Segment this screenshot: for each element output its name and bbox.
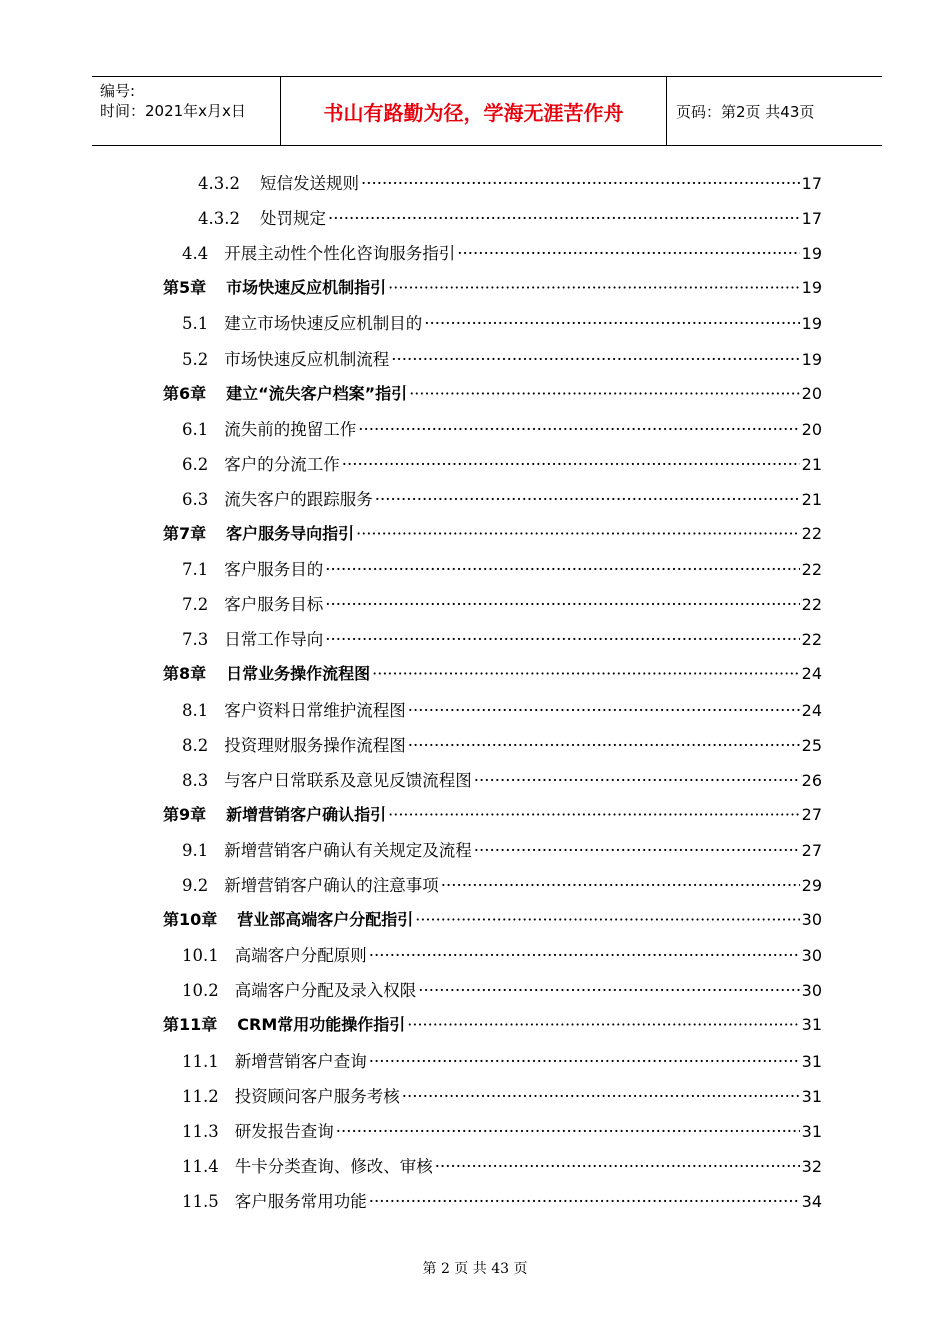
toc-number: 6.2 <box>182 454 209 474</box>
toc-number: 第8章 <box>163 664 207 684</box>
toc-number: 11.1 <box>182 1051 219 1071</box>
toc-leader-dots <box>441 876 800 895</box>
toc-section-row[interactable] <box>198 205 822 240</box>
toc-number: 11.3 <box>182 1121 219 1141</box>
toc-leader-dots <box>325 560 799 579</box>
toc-leader-dots <box>358 420 799 439</box>
toc-title: 建立“流失客户档案”指引 <box>226 383 408 403</box>
toc-page-number: 24 <box>801 664 822 684</box>
toc-leader-dots <box>369 1052 800 1071</box>
page-header <box>92 76 882 146</box>
toc-leader-dots <box>457 244 799 263</box>
toc-leader-dots <box>409 384 799 403</box>
toc-page-number: 21 <box>801 454 822 474</box>
toc-title: 市场快速反应机制流程 <box>224 349 390 369</box>
toc-page-number: 19 <box>801 314 822 334</box>
toc-number: 7.2 <box>182 595 209 615</box>
toc-page-number: 31 <box>801 1121 822 1141</box>
toc-leader-dots <box>402 1087 800 1106</box>
toc-title: 日常业务操作流程图 <box>226 664 371 684</box>
toc-page-number: 19 <box>801 349 822 369</box>
toc-leader-dots <box>407 1015 799 1034</box>
toc-title: 建立市场快速反应机制目的 <box>224 314 423 334</box>
toc-number: 8.1 <box>182 700 209 720</box>
toc-number: 5.1 <box>182 314 209 334</box>
toc-title: 市场快速反应机制指引 <box>226 278 387 298</box>
toc-number: 4.3.2 <box>198 209 240 229</box>
toc-page-number: 29 <box>801 876 822 895</box>
toc-title: 客户的分流工作 <box>224 454 340 474</box>
toc-section-row[interactable] <box>182 837 822 872</box>
toc-leader-dots <box>408 701 800 720</box>
toc-chapter-row[interactable] <box>163 907 822 942</box>
toc-page-number: 21 <box>801 489 822 509</box>
toc-leader-dots <box>325 595 799 614</box>
toc-page-number: 32 <box>801 1156 822 1176</box>
toc-page-number: 31 <box>801 1051 822 1071</box>
toc-leader-dots <box>325 630 799 649</box>
toc-title: 客户服务常用功能 <box>234 1191 367 1211</box>
toc-number: 10.2 <box>182 981 219 1001</box>
toc-number: 第6章 <box>163 383 207 403</box>
toc-leader-dots <box>388 805 799 824</box>
toc-section-row[interactable] <box>182 1153 822 1188</box>
toc-page-number: 31 <box>801 1015 822 1035</box>
toc-section-row[interactable] <box>182 1048 822 1083</box>
toc-section-row[interactable] <box>182 240 822 275</box>
toc-leader-dots <box>408 736 800 755</box>
toc-number: 8.2 <box>182 735 209 755</box>
toc-title: 投资顾问客户服务考核 <box>234 1086 400 1106</box>
toc-page-number: 17 <box>801 209 822 229</box>
toc-leader-dots <box>375 490 800 509</box>
toc-leader-dots <box>418 981 799 1000</box>
toc-number: 第7章 <box>163 524 207 543</box>
toc-number: 11.4 <box>182 1156 219 1176</box>
toc-leader-dots <box>415 910 799 929</box>
toc-title: 新增营销客户确认指引 <box>226 804 387 824</box>
toc-title: 客户资料日常维护流程图 <box>224 700 406 720</box>
toc-section-row[interactable] <box>182 1118 822 1153</box>
toc-section-row[interactable] <box>182 451 822 486</box>
time-label: 时间：2021年x月x日 <box>100 102 246 120</box>
toc-page-number: 20 <box>801 419 822 439</box>
toc-title: 牛卡分类查询、修改、审核 <box>234 1156 433 1176</box>
toc-page-number: 19 <box>801 244 822 264</box>
toc-page-number: 30 <box>801 946 822 966</box>
toc-page-number: 22 <box>801 524 822 543</box>
toc-title: 研发报告查询 <box>234 1121 334 1141</box>
toc-section-row[interactable] <box>182 486 822 521</box>
toc-section-row[interactable] <box>182 872 822 907</box>
toc-title: 新增营销客户确认有关规定及流程 <box>224 840 472 860</box>
toc-leader-dots <box>369 1192 800 1211</box>
toc-number: 11.2 <box>182 1086 219 1106</box>
toc-leader-dots <box>391 350 799 369</box>
toc-section-row[interactable] <box>182 416 822 451</box>
header-meta <box>100 81 246 121</box>
toc-number: 4.3.2 <box>198 174 240 193</box>
toc-number: 4.4 <box>182 244 209 264</box>
toc-leader-dots <box>342 455 800 474</box>
toc-leader-dots <box>369 946 800 965</box>
toc-section-row[interactable] <box>182 1188 822 1223</box>
toc-leader-dots <box>361 174 800 193</box>
toc-chapter-row[interactable] <box>163 521 822 556</box>
toc-section-row[interactable] <box>182 310 822 345</box>
toc-number: 7.3 <box>182 630 209 650</box>
code-label: 编号: <box>100 82 136 100</box>
toc-section-row[interactable] <box>182 591 822 626</box>
toc-leader-dots <box>474 771 800 790</box>
toc-title: 流失客户的跟踪服务 <box>224 489 373 509</box>
toc-page-number: 26 <box>801 770 822 790</box>
toc-section-row[interactable] <box>182 556 822 591</box>
toc-section-row[interactable] <box>182 732 822 767</box>
toc-title: 新增营销客户确认的注意事项 <box>224 876 439 895</box>
page-footer: 第 2 页 共 43 页 <box>422 1261 528 1277</box>
toc-number: 第10章 <box>163 910 218 930</box>
toc-page-number: 34 <box>801 1191 822 1211</box>
toc-number: 6.3 <box>182 489 209 509</box>
toc-title: 日常工作导向 <box>224 630 324 650</box>
toc-title: 营业部高端客户分配指引 <box>237 910 414 930</box>
toc-section-row[interactable] <box>182 626 822 661</box>
toc-title: 短信发送规则 <box>259 174 359 193</box>
toc-section-row[interactable] <box>198 170 822 205</box>
toc-page-number: 24 <box>801 700 822 720</box>
toc-title: 客户服务目标 <box>224 595 324 615</box>
toc-chapter-row[interactable] <box>163 381 822 416</box>
toc-section-row[interactable] <box>182 697 822 732</box>
toc-title: 投资理财服务操作流程图 <box>224 735 406 755</box>
toc-page-number: 22 <box>801 630 822 650</box>
toc-title: 高端客户分配及录入权限 <box>234 981 417 1001</box>
toc-page-number: 31 <box>801 1086 822 1106</box>
header-motto: 书山有路勤为径，学海无涯苦作舟 <box>323 100 624 125</box>
toc-leader-dots <box>372 664 799 683</box>
toc-title: 新增营销客户查询 <box>234 1051 367 1071</box>
toc-section-row[interactable] <box>182 767 822 802</box>
toc-title: 客户服务目的 <box>224 560 324 580</box>
toc-page-number: 22 <box>801 595 822 615</box>
toc-number: 第5章 <box>163 278 207 298</box>
toc-number: 11.5 <box>182 1191 219 1211</box>
toc-leader-dots <box>435 1157 800 1176</box>
toc-section-row[interactable] <box>182 346 822 381</box>
toc-number: 第9章 <box>163 804 207 824</box>
toc-page-number: 17 <box>801 174 822 193</box>
toc-page-number: 27 <box>801 840 822 860</box>
toc-chapter-row[interactable] <box>163 275 822 310</box>
toc-number: 第11章 <box>163 1015 218 1035</box>
toc-chapter-row[interactable] <box>163 661 822 696</box>
toc-title: 客户服务导向指引 <box>226 524 355 543</box>
toc-number: 8.3 <box>182 770 209 790</box>
toc-leader-dots <box>336 1122 800 1141</box>
toc-title: 处罚规定 <box>259 209 326 229</box>
toc-section-row[interactable] <box>182 1083 822 1118</box>
toc-leader-dots <box>328 209 800 228</box>
toc-title: 高端客户分配原则 <box>234 946 367 966</box>
toc-title: CRM常用功能操作指引 <box>237 1015 406 1035</box>
toc-number: 9.2 <box>182 876 209 895</box>
toc-number: 9.1 <box>182 840 209 860</box>
header-page-info: 页码：第2页 共43页 <box>676 102 815 121</box>
toc-page-number: 22 <box>801 560 822 580</box>
toc-page-number: 27 <box>801 804 822 824</box>
toc-leader-dots <box>388 278 799 297</box>
toc-page-number: 30 <box>801 910 822 930</box>
toc-leader-dots <box>424 314 799 333</box>
toc-page-number: 25 <box>801 735 822 755</box>
toc-page-number: 20 <box>801 383 822 403</box>
toc-title: 开展主动性个性化咨询服务指引 <box>224 244 456 264</box>
toc-page-number: 19 <box>801 278 822 298</box>
toc-chapter-row[interactable] <box>163 1012 822 1047</box>
toc-section-row[interactable] <box>182 942 822 977</box>
toc-chapter-row[interactable] <box>163 802 822 837</box>
toc-leader-dots <box>356 524 799 543</box>
toc-leader-dots <box>474 841 800 860</box>
toc-number: 10.1 <box>182 946 219 966</box>
toc-title: 与客户日常联系及意见反馈流程图 <box>224 770 472 790</box>
toc-section-row[interactable] <box>182 977 822 1012</box>
toc-page-number: 30 <box>801 981 822 1001</box>
toc-number: 5.2 <box>182 349 209 369</box>
header-divider <box>666 77 667 145</box>
toc-number: 7.1 <box>182 560 209 580</box>
toc-title: 流失前的挽留工作 <box>224 419 357 439</box>
toc-number: 6.1 <box>182 419 209 439</box>
